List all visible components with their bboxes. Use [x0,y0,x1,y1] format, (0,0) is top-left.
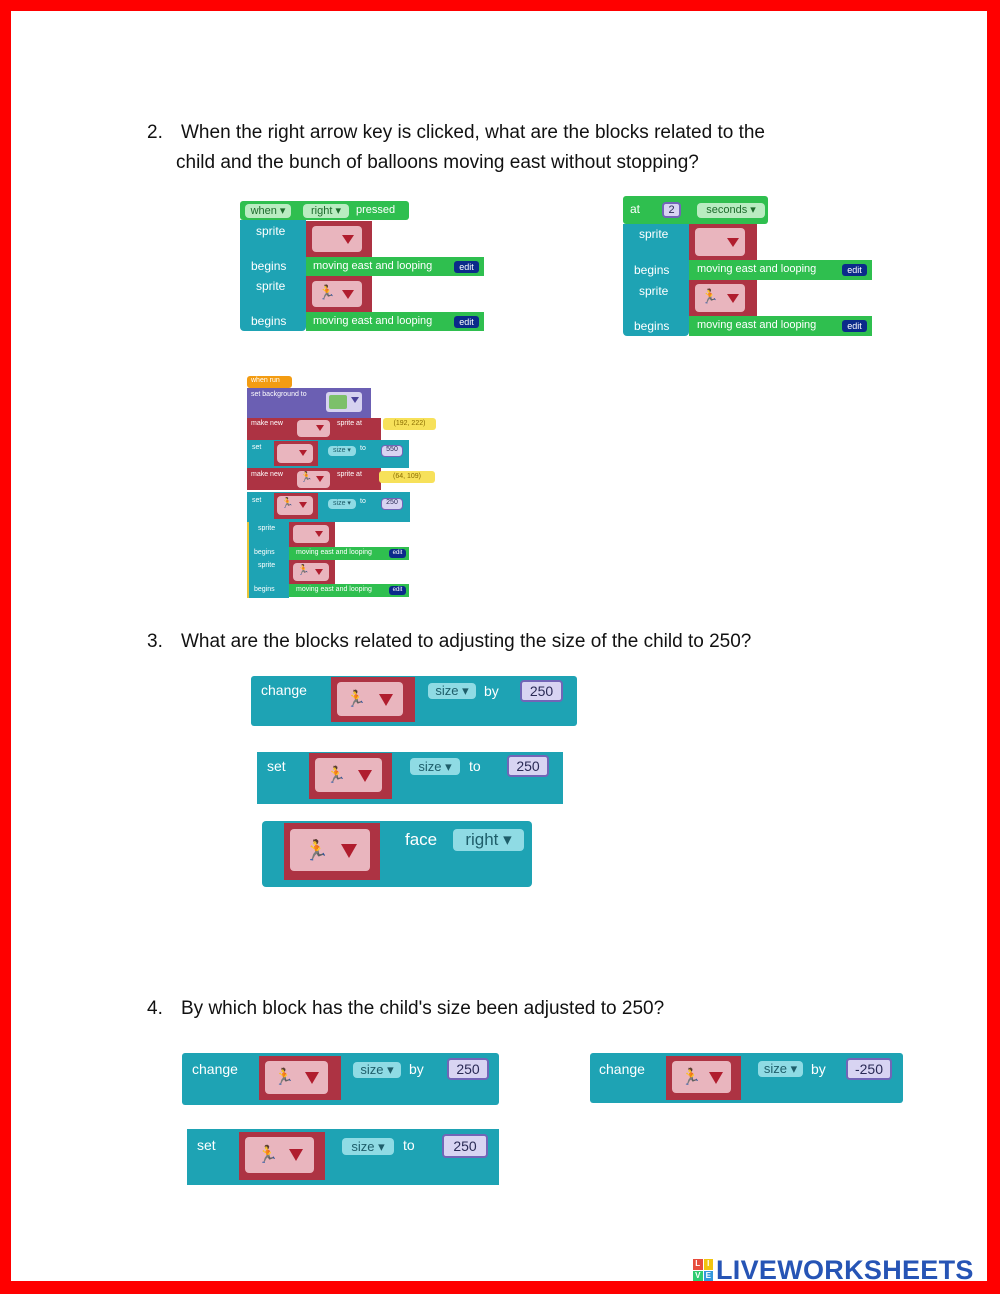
option-change-size-by-250[interactable]: change 🏃 size ▾ by 250 [182,1053,499,1105]
option-change-size-by-250[interactable]: change 🏃 size ▾ by 250 [251,676,577,726]
edit-button[interactable]: edit [842,264,867,276]
background-thumbnail[interactable] [326,392,362,412]
option-at-2-seconds[interactable]: at 2 seconds ▾ sprite begins moving east and looping edit sprite 🏃 begins moving east and looping edit [623,196,873,336]
edit-button[interactable]: edit [842,320,867,332]
option-when-right-pressed[interactable]: when ▾ right ▾ pressed sprite begins moving east and looping edit sprite 🏃 begins moving east and looping edit [240,201,485,331]
sprite-dropdown-child[interactable]: 🏃 [312,281,362,307]
option-face-right[interactable]: 🏃 face right ▾ [262,821,532,887]
logo-icon: L I V E [693,1259,713,1281]
question-2: 2. When the right arrow key is clicked, what are the blocks related to the child and the bunch of balloons moving east without stopping? [147,122,765,173]
question-2-line-1: When the right arrow key is clicked, what are the blocks related to the [181,122,765,143]
question-3: 3. What are the blocks related to adjusting the size of the child to 250? [147,631,752,652]
logo-text: LIVEWORKSHEETS [716,1254,974,1285]
sprite-dropdown-child[interactable]: 🏃 [695,284,745,312]
question-2-line-2: child and the bunch of balloons moving east without stopping? [176,152,699,173]
option-change-size-by-minus-250[interactable]: change 🏃 size ▾ by -250 [590,1053,903,1103]
sprite-dropdown[interactable] [312,226,362,252]
sprite-label: sprite [256,224,286,238]
option-set-size-to-250[interactable]: set 🏃 size ▾ to 250 [187,1129,499,1185]
liveworksheets-logo [693,1254,974,1286]
sprite-dropdown[interactable] [695,228,745,256]
option-when-run[interactable]: when run set background to make new sprite at (192, 222) set size ▾ to 550 make new 🏃 sprite at (64, 109) set 🏃 size ▾ to 250 sprite begins moving east and looping edit sprite 🏃 begins moving east and looping edit [246,376,438,598]
edit-button[interactable]: edit [454,261,479,273]
edit-button[interactable]: edit [454,316,479,328]
question-4: 4. By which block has the child's size been adjusted to 250? [147,998,665,1019]
option-set-size-to-250[interactable]: set 🏃 size ▾ to 250 [257,752,563,804]
